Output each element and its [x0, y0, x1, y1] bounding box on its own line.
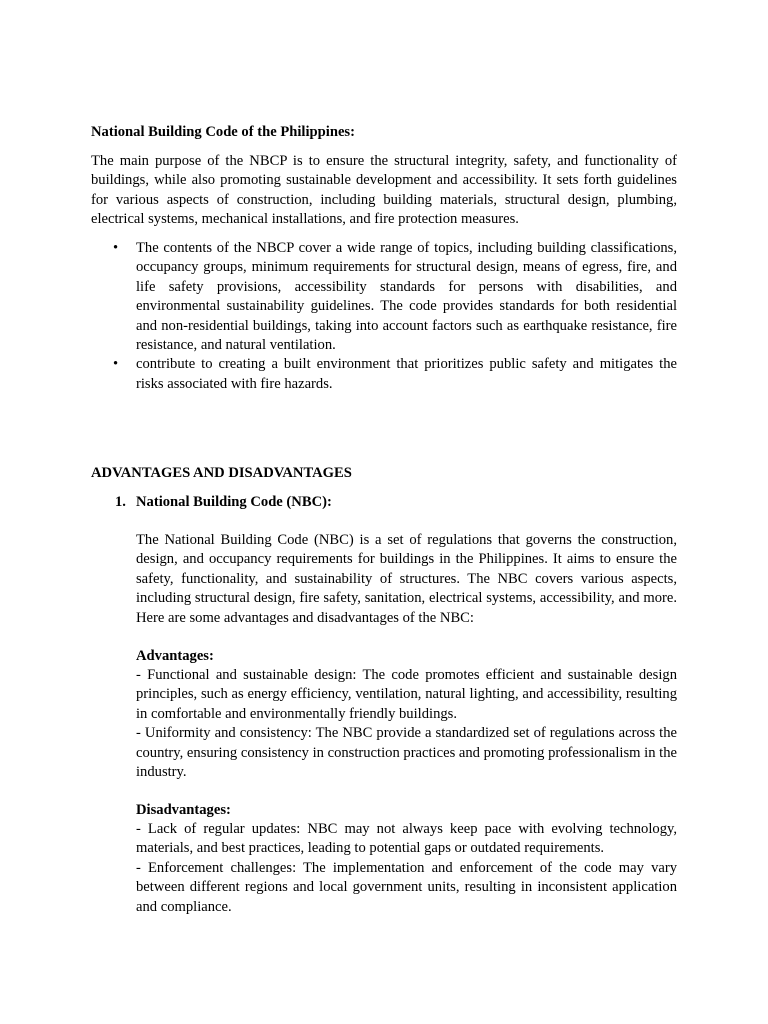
disadvantages-list [136, 820, 677, 917]
disadvantage-item: - Enforcement challenges: The implementation and enforcement of the code may vary between different regions and local government units, resulting in inconsistent application and compliance. [136, 859, 677, 915]
advantage-item: - Uniformity and consistency: The NBC provide a standardized set of regulations across the country, ensuring consistency in construction practices and promoting professionalism in the industry. [136, 725, 677, 781]
nbc-description-paragraph: The National Building Code (NBC) is a set of regulations that governs the construction, design, and occupancy requirements for buildings in the Philippines. It aims to ensure the safety, functionality, and sustainability of structures. The NBC covers various aspects, including structural design, fire safety, sanitation, electrical systems, accessibility, and more. Here are some advantages and disadvantages of the NBC: [136, 532, 677, 626]
list-number: 1. [115, 494, 126, 510]
list-item [91, 355, 677, 394]
advantage-item: - Functional and sustainable design: The code promotes efficient and sustainable design principles, such as energy efficiency, ventilation, natural lighting, and accessibility, resulting in comfortable and environmentally friendly buildings. [136, 667, 677, 722]
numbered-heading-text: National Building Code (NBC): [136, 494, 332, 510]
list-item [91, 239, 677, 355]
nbcp-bullet-list [91, 239, 677, 394]
bullet-icon: • [113, 240, 119, 256]
section-title-advantages-disadvantages: ADVANTAGES AND DISADVANTAGES [91, 465, 352, 481]
advantages-heading: Advantages: [136, 648, 214, 664]
disadvantages-heading: Disadvantages: [136, 802, 231, 818]
numbered-heading-nbc [115, 493, 332, 512]
nbcp-purpose-paragraph: The main purpose of the NBCP is to ensure the structural integrity, safety, and functionality of buildings, while also promoting sustainable development and accessibility. It sets forth guidelines for various aspects of construction, including building materials, structural design, plumbing, electrical systems, mechanical installations, and fire protection measures. [91, 153, 677, 228]
bullet-text: The contents of the NBCP cover a wide range of topics, including building classifications, occupancy groups, minimum requirements for structural design, means of egress, fire, and life safety provisions, accessibility standards for persons with disabilities, and environmental sustainability guidelines. The code provides standards for both residential and non-residential buildings, taking into account factors such as earthquake resistance, fire resistance, and natural ventilation. [136, 240, 677, 354]
bullet-icon: • [113, 356, 119, 373]
section-title-nbcp: National Building Code of the Philippines: [91, 124, 355, 140]
bullet-text: contribute to creating a built environment that prioritizes public safety and mitigates the risks associated with fire hazards. [136, 356, 677, 392]
disadvantage-item: - Lack of regular updates: NBC may not always keep pace with evolving technology, materials, and best practices, leading to potential gaps or outdated requirements. [136, 821, 677, 857]
advantages-list [136, 666, 677, 782]
